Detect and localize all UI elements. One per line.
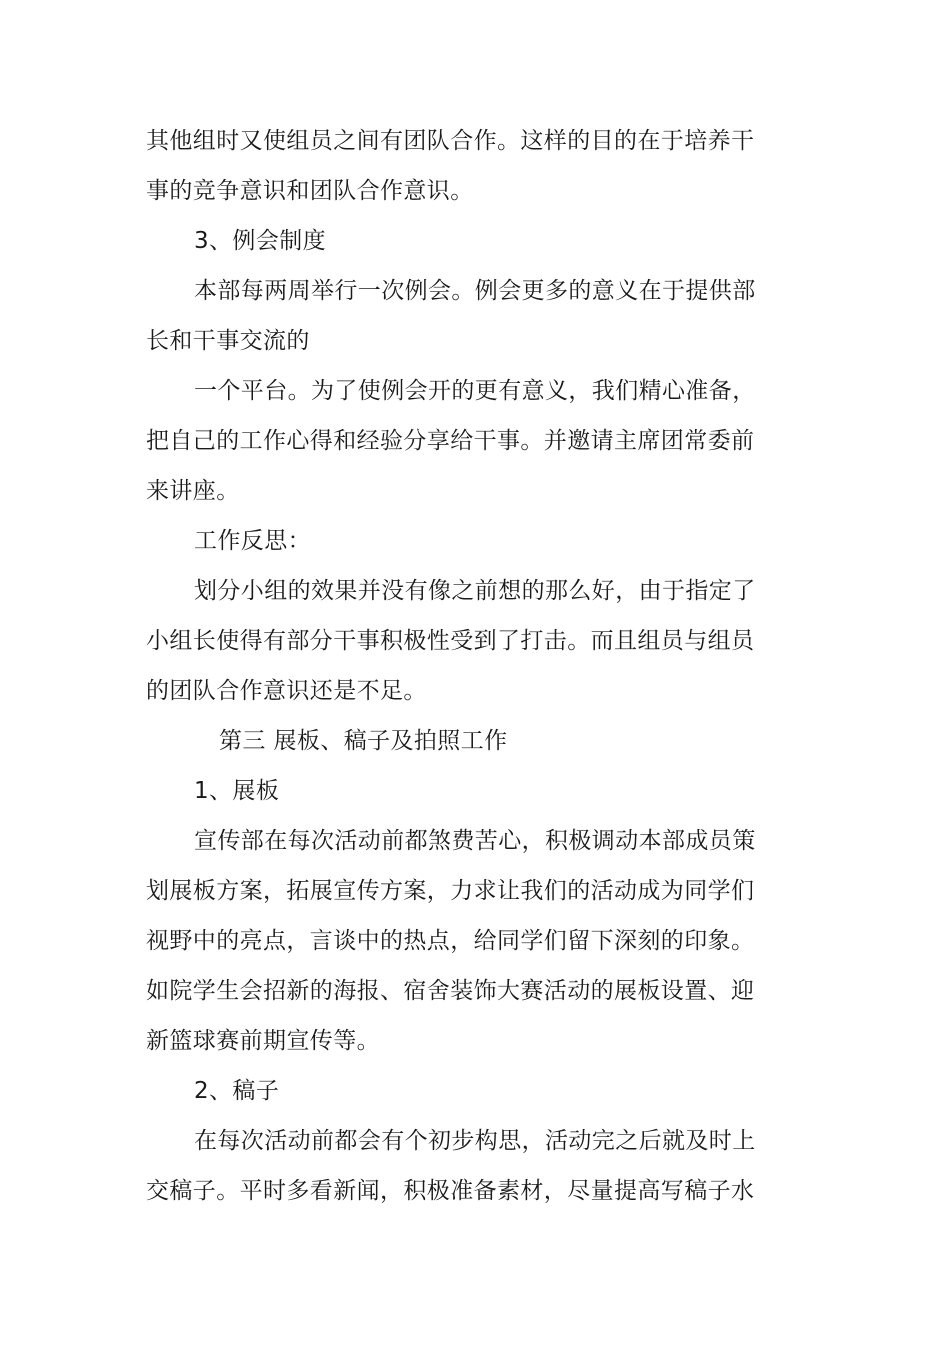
section-heading: 3、例会制度: [194, 228, 327, 254]
text-line: 划展板方案，拓展宣传方案，力求让我们的活动成为同学们: [146, 878, 755, 904]
text-line: 事的竞争意识和团队合作意识。: [146, 178, 474, 204]
section-heading: 工作反思：: [194, 528, 311, 554]
text-line: 视野中的亮点，言谈中的热点，给同学们留下深刻的印象。: [146, 928, 755, 954]
text-line: 小组长使得有部分干事积极性受到了打击。而且组员与组员: [146, 628, 755, 654]
text-line: 的团队合作意识还是不足。: [146, 678, 427, 704]
text-line: 来讲座。: [146, 478, 240, 504]
text-line: 一个平台。为了使例会开的更有意义，我们精心准备，: [194, 378, 756, 404]
chapter-heading: 第三 展板、稿子及拍照工作: [219, 728, 508, 754]
section-heading: 1、展板: [194, 778, 280, 804]
text-line: 新篮球赛前期宣传等。: [146, 1028, 380, 1054]
text-line: 其他组时又使组员之间有团队合作。这样的目的在于培养干: [146, 128, 755, 154]
text-line: 划分小组的效果并没有像之前想的那么好，由于指定了: [194, 578, 756, 604]
text-line: 如院学生会招新的海报、宿舍装饰大赛活动的展板设置、迎: [146, 978, 755, 1004]
section-heading: 2、稿子: [194, 1078, 280, 1104]
text-line: 交稿子。平时多看新闻，积极准备素材，尽量提高写稿子水: [146, 1178, 755, 1204]
text-line: 本部每两周举行一次例会。例会更多的意义在于提供部: [194, 278, 756, 304]
text-line: 长和干事交流的: [146, 328, 310, 354]
text-line: 在每次活动前都会有个初步构思，活动完之后就及时上: [194, 1128, 756, 1154]
text-line: 把自己的工作心得和经验分享给干事。并邀请主席团常委前: [146, 428, 755, 454]
text-line: 宣传部在每次活动前都煞费苦心，积极调动本部成员策: [194, 828, 756, 854]
